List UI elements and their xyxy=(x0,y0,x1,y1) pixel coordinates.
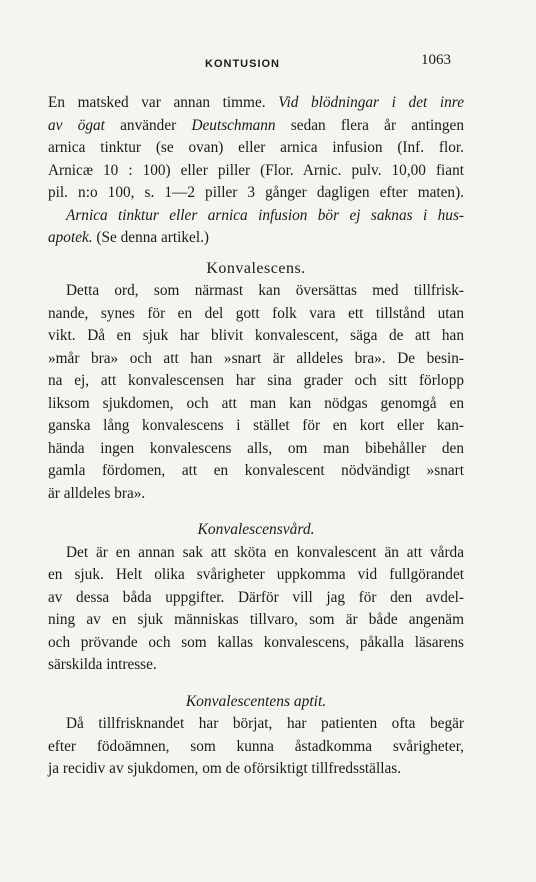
text-line xyxy=(48,137,464,160)
text-segment: arnica tinktur (se ovan) eller arnica infusion (Inf. flor. xyxy=(48,139,464,156)
text-segment: särskilda intresse. xyxy=(48,656,157,673)
text-line xyxy=(48,587,464,610)
subheading-konvalescentens-aptit: Konvalescentens aptit. xyxy=(185,692,327,710)
text-line xyxy=(48,713,464,736)
italic-text: Deutschmann xyxy=(191,116,276,134)
text-line xyxy=(48,182,464,205)
text-segment: och prövande och som kallas konvalescens, påkalla läsarens xyxy=(48,633,464,651)
page-number: 1063 xyxy=(421,52,451,68)
text-segment: ning av en sjuk människas tillvaro, som är både angenäm xyxy=(48,611,464,628)
running-title: KONTUSION xyxy=(205,58,280,70)
text-segment: använder xyxy=(104,116,192,134)
text-line xyxy=(48,564,464,587)
text-segment: Det är en annan sak att sköta en konvalescent än att vårda xyxy=(66,543,464,561)
text-segment: »mår bra» och att han »snart är alldeles bra». De besin- xyxy=(48,349,464,367)
paragraph-konvalescens xyxy=(48,280,464,505)
text-line xyxy=(48,393,464,416)
text-line xyxy=(48,303,464,326)
text-line xyxy=(48,483,464,506)
text-segment: efter födoämnen, som kunna åstadkomma svårigheter, xyxy=(48,737,464,755)
text-line xyxy=(48,280,464,303)
text-segment: Arnicæ 10 : 100) eller piller (Flor. Arnic. pulv. 10,00 fiant xyxy=(48,161,464,179)
text-line xyxy=(48,115,464,138)
text-segment: ja recidiv av sjukdomen, om de oförsiktigt tillfredsställas. xyxy=(48,760,402,777)
text-segment: ganska lång konvalescens i stället för en kort eller kan- xyxy=(48,417,464,434)
italic-text: av ögat xyxy=(48,116,105,134)
text-segment: En matsked var annan timme. xyxy=(48,94,279,111)
paragraph-aptit xyxy=(48,713,464,781)
text-segment: liksom sjukdomen, och att man kan nödgas genomgå en xyxy=(48,394,464,412)
paragraph-arnica xyxy=(48,92,464,250)
page-header xyxy=(0,50,536,74)
text-line xyxy=(48,438,464,461)
text-line xyxy=(48,348,464,371)
italic-text: apotek. xyxy=(48,229,93,246)
text-line xyxy=(48,654,464,677)
paragraph-konvalescensvard xyxy=(48,542,464,677)
text-segment: är alldeles bra». xyxy=(48,484,146,502)
text-segment: nande, synes för en del gott folk vara ett tillstånd utan xyxy=(48,304,464,322)
text-line xyxy=(48,227,464,250)
section-heading-konvalescens: Konvalescens. xyxy=(206,259,306,277)
text-line xyxy=(48,92,464,115)
text-segment: sedan flera år antingen xyxy=(275,116,464,134)
text-segment: Detta ord, som närmast kan översättas med tillfrisk- xyxy=(66,282,464,299)
text-segment: (Se denna artikel.) xyxy=(92,229,209,246)
text-line xyxy=(48,415,464,438)
text-segment: vikt. Då en sjuk har blivit konvalescent, säga de att han xyxy=(48,327,464,344)
subheading-konvalescensvard: Konvalescensvård. xyxy=(197,521,315,538)
text-line xyxy=(48,632,464,655)
text-segment: en sjuk. Helt olika svårigheter uppkomma vid fullgörandet xyxy=(48,566,464,583)
page-body xyxy=(48,92,464,781)
text-segment: hända ingen konvalescens alls, om man bibehåller den xyxy=(48,439,464,457)
italic-text: Arnica tinktur eller arnica infusion bör ej saknas i hus- xyxy=(66,206,464,224)
text-segment: pil. n:o 100, s. 1—2 piller 3 gånger dagligen efter maten). xyxy=(48,184,464,201)
italic-text: Vid blödningar i det inre xyxy=(278,94,464,111)
text-line xyxy=(48,205,464,228)
text-segment: Då tillfrisknandet har börjat, har patienten ofta begär xyxy=(66,715,464,732)
text-segment: gamla fördomen, att en konvalescent nödvändigt »snart xyxy=(48,462,464,479)
text-line xyxy=(48,460,464,483)
text-line xyxy=(48,542,464,565)
text-line xyxy=(48,758,464,781)
text-line xyxy=(48,325,464,348)
text-line xyxy=(48,736,464,759)
text-line xyxy=(48,609,464,632)
text-line xyxy=(48,370,464,393)
text-segment: av dessa båda uppgifter. Därför vill jag för den avdel- xyxy=(48,588,464,606)
text-line xyxy=(48,160,464,183)
text-segment: na ej, att konvalescensen har sina grader och sitt förlopp xyxy=(48,372,464,389)
